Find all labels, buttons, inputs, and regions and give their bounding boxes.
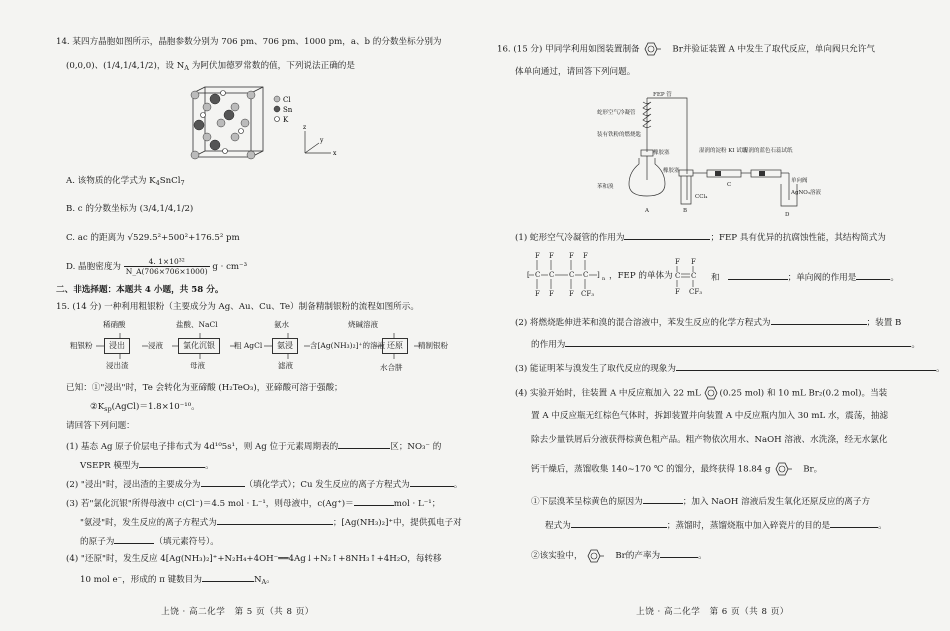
q16-sub-1-text: ①下层溴苯呈棕黄色的原因为 — [531, 497, 643, 507]
q16-and: 和 — [711, 273, 720, 283]
svg-text:CF₃: CF₃ — [689, 288, 703, 296]
q14-stem-line2 — [66, 60, 355, 74]
flow-reagent-nitric: 稀硝酸 — [103, 320, 126, 329]
fig-label-condenser: 蛇形空气冷凝管 — [597, 110, 636, 116]
q15-part-1 — [66, 439, 441, 453]
answer-blank[interactable] — [410, 477, 454, 487]
answer-blank[interactable] — [728, 270, 788, 280]
axis-y: y — [320, 137, 324, 144]
q14-option-a-sub1: 4 — [155, 179, 160, 187]
fig-label-agno3: AgNO₃溶液 — [791, 190, 822, 196]
svg-text:F: F — [535, 290, 540, 298]
fig-label-ki-paper: 湿润的淀粉 KI 试纸 — [699, 148, 748, 154]
svg-text:C: C — [569, 271, 575, 279]
q15-part-4-pi — [80, 572, 275, 588]
flow-chlorination-label: 氯化沉银 — [178, 338, 220, 354]
svg-text:F: F — [535, 252, 540, 260]
flow-crude-silver: 粗银粉 — [70, 341, 93, 350]
q16-br-label: Br — [672, 44, 683, 55]
right-page — [475, 0, 950, 631]
flow-hydrazine: 水合肼 — [380, 363, 403, 372]
q14-option-a-text: A. 该物质的化学式为 K — [66, 176, 156, 186]
flow-reagent-hcl: 盐酸、NaCl — [176, 320, 218, 329]
q15-part-2: (2) "浸出"时，浸出渣的主要成分为 （填化学式）；Cu 发生反应的离子方程式为 。 — [66, 477, 462, 491]
bromobenzene-icon — [642, 42, 672, 56]
answer-blank[interactable] — [114, 534, 154, 544]
flow-crude-agcl: 粗 AgCl — [234, 341, 263, 350]
svg-text:F: F — [549, 290, 554, 298]
q14-option-b: B. c 的分数坐标为 (3/4,1/4,1/2) — [66, 204, 194, 214]
legend-sn: Sn — [283, 106, 293, 114]
fig-label-ccl4: CCl₄ — [695, 194, 708, 200]
monomer-structure — [671, 256, 705, 298]
svg-text:]: ] — [597, 271, 600, 279]
right-footer: 上饶 · 高二化学 第 6 页（共 8 页） — [636, 607, 789, 617]
q16-stem-line2: 体单向通过，请回答下列问题。 — [515, 67, 636, 77]
q15-part-3-atom — [80, 534, 219, 548]
q15-known-2-k: ②K — [90, 402, 105, 412]
q16-part-4-line4 — [531, 462, 822, 476]
answer-blank[interactable] — [676, 361, 936, 371]
q15-part-1-vsepr: VSEPR 模型为 。 — [80, 458, 214, 472]
legend-sn-dot — [274, 106, 280, 112]
q15-part-3-atom-text: 的原子为 — [80, 537, 115, 547]
q16-part-3-text: (3) 能证明苯与溴发生了取代反应的现象为 — [515, 364, 676, 374]
q15-ask: 请回答下列问题： — [66, 421, 135, 431]
answer-blank[interactable] — [202, 572, 254, 582]
q16-stem-text: 16. (15 分) 甲同学利用如图装置制备 — [497, 44, 640, 55]
fig-label-a: A — [645, 208, 649, 214]
svg-text:F: F — [691, 258, 696, 266]
svg-text:C: C — [535, 271, 541, 279]
q15-part-4-a-sub: A — [261, 578, 267, 586]
q15-vsepr-text: VSEPR 模型为 — [80, 461, 140, 471]
q15-stem: 15. (14 分) 一种利用粗银粉（主要成分为 Ag、Au、Cu、Te）制备精制银粉的流程如图所示。 — [56, 302, 419, 312]
q15-known-1: 已知：①"浸出"时，Te 会转化为亚碲酸 (H₂TeO₃)，亚碲酸可溶于强酸； — [66, 383, 343, 393]
flow-refined-silver: 精制银粉 — [418, 341, 448, 350]
q16-monomer-text: ，FEP 的单体为 — [609, 271, 673, 281]
flow-ammonia-leach-label: 氨浸 — [272, 338, 298, 354]
axis-x: x — [333, 150, 337, 157]
q16-part-2 — [515, 315, 901, 329]
q15-part-4: (4) "还原"时，发生反应 4[Ag(NH₃)₂]⁺+N₂H₄+4OH⁻══4Ag↓+N₂↑+8NH₃↑+4H₂O，每转移 — [66, 554, 442, 564]
q14-coords: (0,0,0)、(1/4,1/4,1/2)，设 N — [66, 61, 185, 71]
q15-part-3-unit: mol · L⁻¹； — [393, 499, 441, 509]
q14-option-d — [66, 257, 247, 276]
q16-part-1-fep: ；FEP 具有优异的抗腐蚀性能，其结构简式为 — [710, 233, 886, 243]
q16-sub-1-naoh: ；加入 NaOH 溶液后发生氧化还原反应的离子方 — [682, 497, 871, 507]
q14-option-a — [66, 175, 185, 189]
q16-part-1-tail — [711, 270, 899, 284]
answer-blank[interactable] — [624, 230, 710, 240]
flow-filtrate: 滤液 — [278, 361, 293, 370]
q14-option-d-text: D. 晶胞密度为 — [66, 262, 122, 272]
q15-known-2 — [90, 401, 200, 415]
q15-part-3-text: (3) 若"氯化沉银"所得母液中 c(Cl⁻)＝4.5 mol · L⁻¹，则母液中，c(Ag⁺)＝ — [66, 499, 354, 509]
answer-blank[interactable] — [771, 315, 867, 325]
legend-cl: Cl — [283, 96, 291, 104]
flow-leachate: 浸液 — [148, 341, 163, 350]
answer-blank[interactable] — [660, 548, 698, 558]
svg-text:F: F — [569, 252, 574, 260]
fig-label-benzene-bromine: 苯和溴 — [597, 184, 614, 190]
q14-density-unit: g · cm⁻³ — [209, 262, 248, 272]
q14-option-a-mid: SnCl — [159, 176, 181, 186]
q16-sub-2-br: Br — [615, 551, 626, 561]
answer-blank[interactable] — [856, 270, 890, 280]
q16-stem-line1 — [497, 42, 875, 56]
flow-reduce-label: 还原 — [382, 338, 408, 354]
svg-text:[: [ — [527, 271, 530, 279]
fig-label-fep: FEP 管 — [653, 92, 672, 98]
fig-label-stopper-b: 橡胶塞 — [663, 168, 680, 174]
legend-cl-dot — [274, 96, 280, 102]
answer-blank[interactable] — [338, 439, 390, 449]
q15-part-3 — [66, 496, 440, 510]
svg-text:C: C — [583, 271, 589, 279]
legend-k: K — [283, 116, 289, 124]
q14-stem-tail: 为阿伏加德罗常数的值，下列说法正确的是 — [188, 61, 355, 71]
q15-part-4-end: 。 — [266, 575, 275, 585]
q16-part-4-text: (4) 实验开始时，往装置 A 中反应瓶加入 22 mL — [515, 388, 701, 399]
answer-blank[interactable] — [565, 337, 911, 347]
benzene-icon — [703, 386, 719, 400]
bromobenzene-icon — [585, 549, 615, 563]
q16-sub-1-end: 。 — [878, 521, 887, 531]
q15-part-4-n: N — [253, 575, 262, 585]
flow-leach-label: 浸出 — [104, 338, 130, 354]
q16-sub-2-text: ②该实验中， — [531, 551, 583, 561]
q15-part-3-atom-tail: （填元素符号）。 — [154, 537, 219, 547]
q16-sub-1 — [531, 494, 870, 508]
answer-blank[interactable] — [139, 458, 205, 468]
q16-apparatus-figure — [595, 92, 822, 218]
bromobenzene-icon — [773, 462, 803, 476]
svg-text:F: F — [675, 288, 680, 296]
q14-density-fraction — [124, 257, 210, 276]
q16-part-3: (3) 能证明苯与溴发生了取代反应的现象为 。 — [515, 361, 945, 375]
answer-blank[interactable] — [571, 518, 667, 528]
q16-part-4-end: 。 — [813, 464, 823, 475]
q16-sub-2 — [531, 548, 707, 563]
q16-part-1-text: (1) 蛇形空气冷凝管的作用为 — [515, 233, 625, 243]
flow-reagent-naoh: 烧碱溶液 — [348, 320, 378, 329]
svg-text:F: F — [569, 290, 574, 298]
q16-part-4 — [515, 386, 887, 400]
q15-known-2-value: (AgCl)＝1.8×10⁻¹⁰。 — [111, 402, 200, 412]
q15-known-2-sub: sp — [104, 405, 112, 413]
q16-part-4-yield-mass: 钙干燥后，蒸馏收集 140~170 ℃ 的馏分，最终获得 18.84 g — [531, 464, 771, 475]
svg-text:n: n — [602, 276, 606, 282]
q16-sub-2-end: 。 — [698, 551, 707, 561]
q16-part-4-br: Br — [803, 464, 814, 475]
q14-density-numerator: 4. 1×10³² — [124, 257, 210, 267]
flow-arrows — [60, 325, 460, 370]
q15-part-3-ammonia — [80, 515, 462, 529]
flow-residue: 浸出渣 — [106, 361, 129, 370]
q16-sub-2-yield: 的产率为 — [625, 551, 661, 561]
flow-mother-liquor: 母液 — [190, 361, 205, 370]
axis-z: z — [303, 124, 307, 131]
q14-density-denominator: N_A(706×706×1000) — [125, 267, 208, 276]
flow-complex-solution: 含[Ag(NH₃)₂]⁺的溶液 — [310, 341, 385, 350]
q16-part-4-line2: 置 A 中反应瓶无红棕色气体时，拆卸装置并向装置 A 中反应瓶内加入 30 mL 水，震荡，抽滤 — [531, 411, 889, 421]
left-footer: 上饶 · 高二化学 第 5 页（共 8 页） — [161, 607, 314, 617]
q16-part-4-reagents: (0.25 mol) 和 10 mL Br₂(0.2 mol)。当装 — [719, 388, 888, 399]
q16-sub-1-boiling-chips: ；蒸馏时，蒸馏烧瓶中加入碎瓷片的目的是 — [666, 521, 831, 531]
q16-part-4-line3: 除去少量铁屑后分液获得棕黄色粗产品。粗产物依次用水、NaOH 溶液、水洗涤，经无水氯化 — [531, 435, 888, 445]
q16-valve-question: ；单向阀的作用是 — [787, 273, 857, 283]
fig-label-spoon: 装有铁粉的燃烧匙 — [597, 132, 642, 138]
svg-text:F: F — [549, 252, 554, 260]
section-2-heading: 二、非选择题：本题共 4 小题，共 58 分。 — [56, 285, 224, 295]
q14-crystal-figure — [185, 85, 355, 165]
q15-part-3-lone-pair: ；[Ag(NH₃)₂]⁺中，提供孤电子对 — [332, 518, 462, 528]
svg-text:F: F — [675, 258, 680, 266]
q16-part-1-end: 。 — [890, 273, 899, 283]
q16-sub-1-line2 — [545, 518, 887, 532]
fig-label-litmus-paper: 湿润的蓝色石蕊试纸 — [743, 148, 793, 154]
q16-part-2-role: 的作用为 。 — [531, 337, 920, 351]
svg-text:CF₃: CF₃ — [581, 290, 595, 298]
answer-blank[interactable] — [217, 515, 333, 525]
answer-blank[interactable] — [201, 477, 245, 487]
answer-blank[interactable] — [830, 518, 878, 528]
svg-text:C: C — [675, 272, 681, 280]
q16-part-1-monomer — [609, 270, 673, 282]
answer-blank[interactable] — [643, 494, 683, 504]
q14-na-sub: A — [184, 64, 189, 72]
q15-part-1-tail: 区；NO₃⁻ 的 — [390, 442, 442, 452]
q16-part-2-text: (2) 将燃烧匙伸进苯和溴的混合溶液中，苯发生反应的化学方程式为 — [515, 318, 771, 328]
q14-option-a-sub2: 7 — [180, 179, 185, 187]
q15-part-2-tail: （填化学式）；Cu 发生反应的离子方程式为 — [244, 480, 410, 490]
answer-blank[interactable] — [354, 496, 394, 506]
flow-reagent-ammonia: 氨水 — [274, 320, 289, 329]
svg-text:C: C — [691, 272, 697, 280]
q14-stem-line1: 14. 某四方晶胞如图所示，晶胞参数分别为 706 pm、706 pm、1000 pm，a、b 的分数坐标分别为 — [56, 37, 442, 47]
fig-label-valve: 单向阀 — [791, 178, 808, 184]
q16-stem-tail: 并验证装置 A 中发生了取代反应，单向阀只允许气 — [682, 44, 875, 55]
fig-label-c: C — [727, 182, 732, 188]
q16-part-1 — [515, 230, 886, 244]
q16-sub-1-equation: 程式为 — [545, 521, 571, 531]
q16-part-2-tail: ；装置 B — [866, 318, 902, 328]
q14-option-c: C. ac 的距离为 √529.5²+500²+176.5² pm — [66, 233, 240, 243]
svg-text:F: F — [583, 252, 588, 260]
q16-part-2-role-text: 的作用为 — [531, 340, 566, 350]
fig-label-d: D — [785, 212, 790, 218]
svg-text:C: C — [549, 271, 555, 279]
q15-part-4-pi-text: 10 mol e⁻，形成的 π 键数目为 — [80, 575, 202, 585]
fig-label-b: B — [683, 208, 688, 214]
fig-label-stopper-a: 橡胶塞 — [653, 150, 670, 156]
q15-part-1-text: (1) 基态 Ag 原子价层电子排布式为 4d¹⁰5s¹，则 Ag 位于元素周期表的 — [66, 442, 339, 452]
q15-part-2-text: (2) "浸出"时，浸出渣的主要成分为 — [66, 480, 201, 490]
legend-k-dot — [275, 117, 280, 122]
q15-part-3-ammonia-text: "氨浸"时，发生反应的离子方程式为 — [80, 518, 217, 528]
